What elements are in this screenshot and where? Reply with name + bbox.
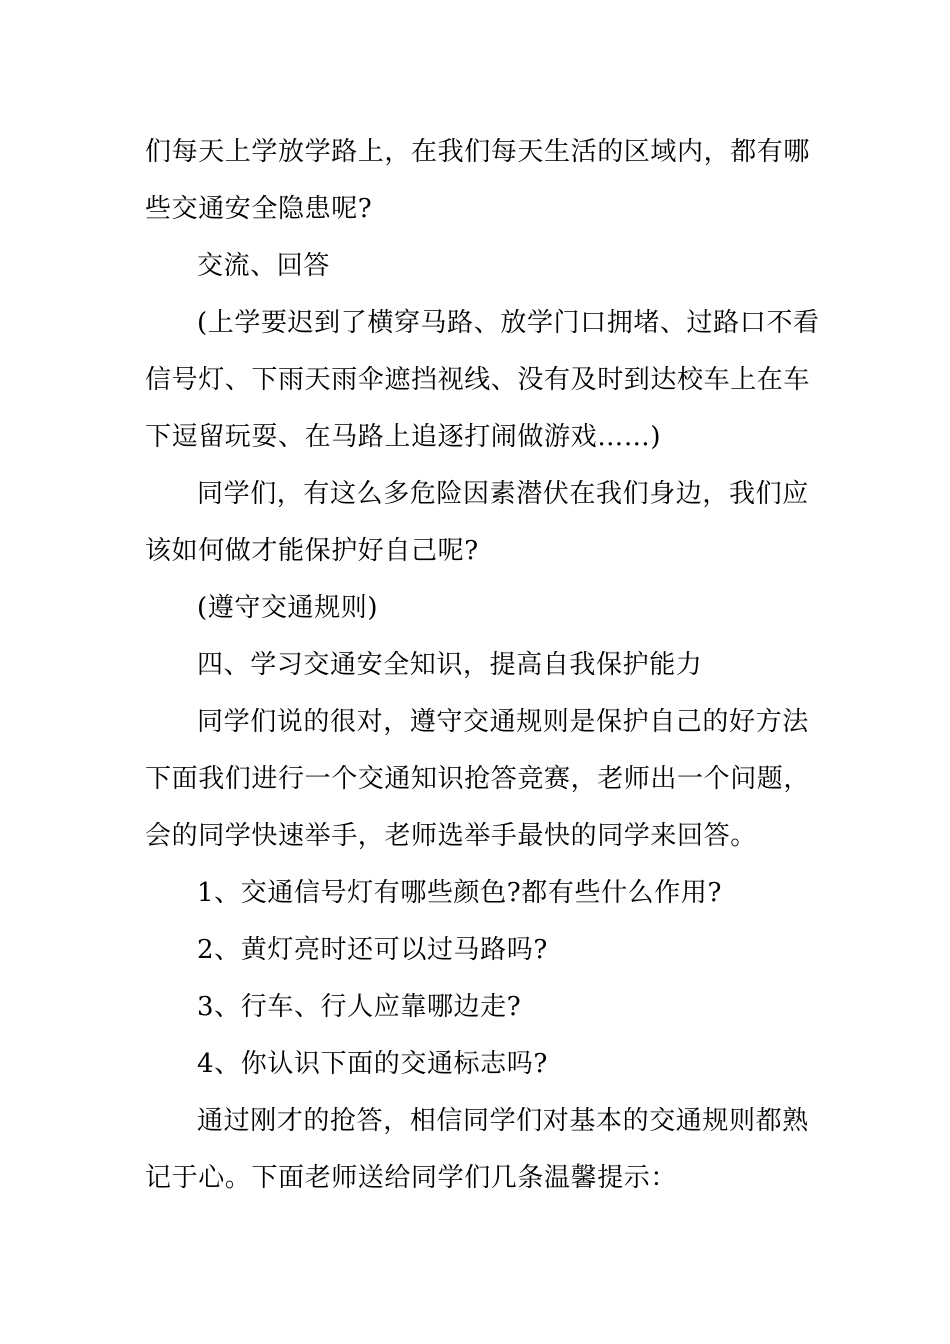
text-line: 会的同学快速举手，老师选举手最快的同学来回答。 [145,821,757,851]
text-line: 同学们，有这么多危险因素潜伏在我们身边，我们应 [197,479,809,509]
text-line: 同学们说的很对，遵守交通规则是保护自己的好方法 [197,707,809,737]
text-line: 通过刚才的抢答，相信同学们对基本的交通规则都熟 [197,1106,809,1136]
text-line: (遵守交通规则) [197,593,379,623]
text-line: (上学要迟到了横穿马路、放学门口拥堵、过路口不看 [197,308,820,338]
text-line: 下逗留玩耍、在马路上追逐打闹做游戏……) [145,422,662,452]
text-line: 记于心。下面老师送给同学们几条温馨提示： [145,1163,678,1193]
text-line: 信号灯、下雨天雨伞遮挡视线、没有及时到达校车上在车 [145,365,811,395]
section-heading: 四、学习交通安全知识，提高自我保护能力 [197,650,703,680]
question-item: 1、交通信号灯有哪些颜色?都有些什么作用? [197,878,723,908]
question-item: 3、行车、行人应靠哪边走? [197,992,522,1022]
question-item: 2、黄灯亮时还可以过马路吗? [197,935,548,965]
text-line: 下面我们进行一个交通知识抢答竞赛，老师出一个问题， [145,764,811,794]
text-line: 们每天上学放学路上，在我们每天生活的区域内，都有哪 [145,137,811,167]
question-item: 4、你认识下面的交通标志吗? [197,1049,548,1079]
text-line: 该如何做才能保护好自己呢? [145,536,479,566]
text-line: 些交通安全隐患呢? [145,194,373,224]
text-line: 交流、回答 [197,251,331,281]
